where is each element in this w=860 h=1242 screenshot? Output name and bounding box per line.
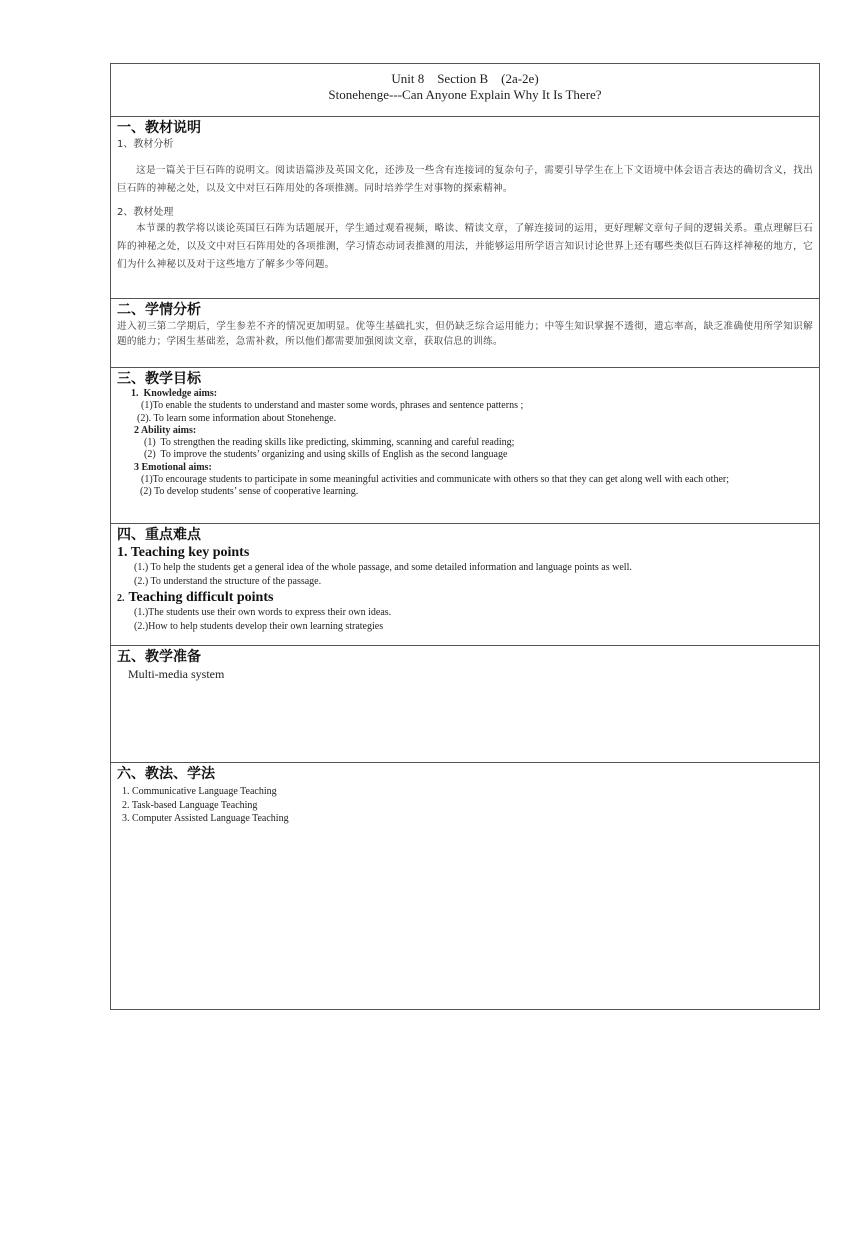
section-methods	[111, 762, 819, 1009]
emotional-aim-2: (2) To develop students’ sense of cooperative learning.	[140, 486, 359, 498]
handling-paragraph: 本节课的教学将以谈论英国巨石阵为话题展开，学生通过观看视频，略读、精读文章，了解连接词的运用，更好理解文章句子间的逻辑关系。重点理解巨石阵的神秘之处，以及文中对巨石阵用处的各项推测，学习情态动词表推测的用法，并能够运用所学语言知识讨论世界上还有哪些类似巨石阵这样神秘的地方，它们为什么神秘以及对于这些地方了解多少等问题。	[117, 223, 813, 270]
knowledge-aims-title: 1. Knowledge aims:	[131, 388, 218, 399]
section-heading: 二、学情分析	[117, 302, 201, 318]
knowledge-aim-1: (1)To enable the students to understand and master some words, phrases and sentence patterns ;	[141, 400, 524, 412]
preparation-item: Multi-media system	[128, 667, 225, 681]
ability-aims-title: 2 Ability aims:	[134, 424, 197, 436]
key-points-title: 1. Teaching key points	[117, 545, 250, 560]
title-row	[111, 64, 819, 116]
difficult-points-number: 2.	[117, 593, 125, 604]
method-item: 1. Communicative Language Teaching	[122, 786, 277, 797]
students-paragraph: 进入初三第二学期后，学生参差不齐的情况更加明显。优等生基础扎实，但仍缺乏综合运用能力；中等生知识掌握不透彻，遗忘率高，缺乏准确使用所学知识解题的能力；学困生基础差，急需补救，所以他们都需要加强阅读文章，获取信息的训练。	[117, 321, 813, 347]
section-heading: 五、教学准备	[117, 649, 201, 665]
section-heading: 六、教法、学法	[117, 766, 215, 782]
difficult-point-1: (1.)The students use their own words to express their own ideas.	[134, 607, 392, 618]
key-point-2: (2.) To understand the structure of the passage.	[134, 575, 322, 587]
lesson-title: Stonehenge---Can Anyone Explain Why It Is There?	[328, 87, 602, 102]
section-heading: 三、教学目标	[117, 371, 201, 387]
analysis-paragraph: 这是一篇关于巨石阵的说明文。阅读语篇涉及英国文化，还涉及一些含有连接词的复杂句子，需要引导学生在上下文语境中体会语言表达的确切含义，找出巨石阵的神秘之处，以及文中对巨石阵用处的各项推测。同时培养学生对事物的探索精神。	[117, 165, 813, 194]
subheading-handling: 2、教材处理	[117, 207, 174, 218]
section-students	[111, 298, 819, 367]
difficult-point-2: (2.)How to help students develop their own learning strategies	[134, 620, 384, 632]
subheading-analysis: 1、教材分析	[117, 139, 174, 150]
section-objectives	[111, 367, 819, 523]
method-item: 3. Computer Assisted Language Teaching	[122, 813, 289, 824]
section-textbook	[111, 116, 819, 298]
emotional-aims-title: 3 Emotional aims:	[134, 461, 212, 473]
knowledge-aim-2: (2). To learn some information about Stonehenge.	[137, 412, 337, 424]
ability-aim-1: (1) To strengthen the reading skills like predicting, skimming, scanning and careful reading;	[144, 437, 515, 449]
difficult-points-title	[117, 588, 813, 606]
section-heading: 一、教材说明	[117, 120, 201, 136]
emotional-aim-1: (1)To encourage students to participate in some meaningful activities and communicate with others so that they can get along well with each other;	[141, 474, 730, 486]
key-point-1: (1.) To help the students get a general idea of the whole passage, and some detailed information and language points as well.	[134, 562, 632, 573]
section-preparation	[111, 645, 819, 762]
section-heading: 四、重点难点	[117, 527, 201, 543]
section-key-points	[111, 523, 819, 645]
method-item: 2. Task-based Language Teaching	[122, 799, 258, 811]
difficult-points-label: Teaching difficult points	[128, 590, 274, 605]
lesson-plan-table	[110, 63, 820, 1010]
unit-title: Unit 8 Section B (2a-2e)	[391, 71, 539, 86]
ability-aim-2: (2) To improve the students’ organizing and using skills of English as the second language	[144, 449, 508, 461]
methods-list	[117, 785, 813, 826]
